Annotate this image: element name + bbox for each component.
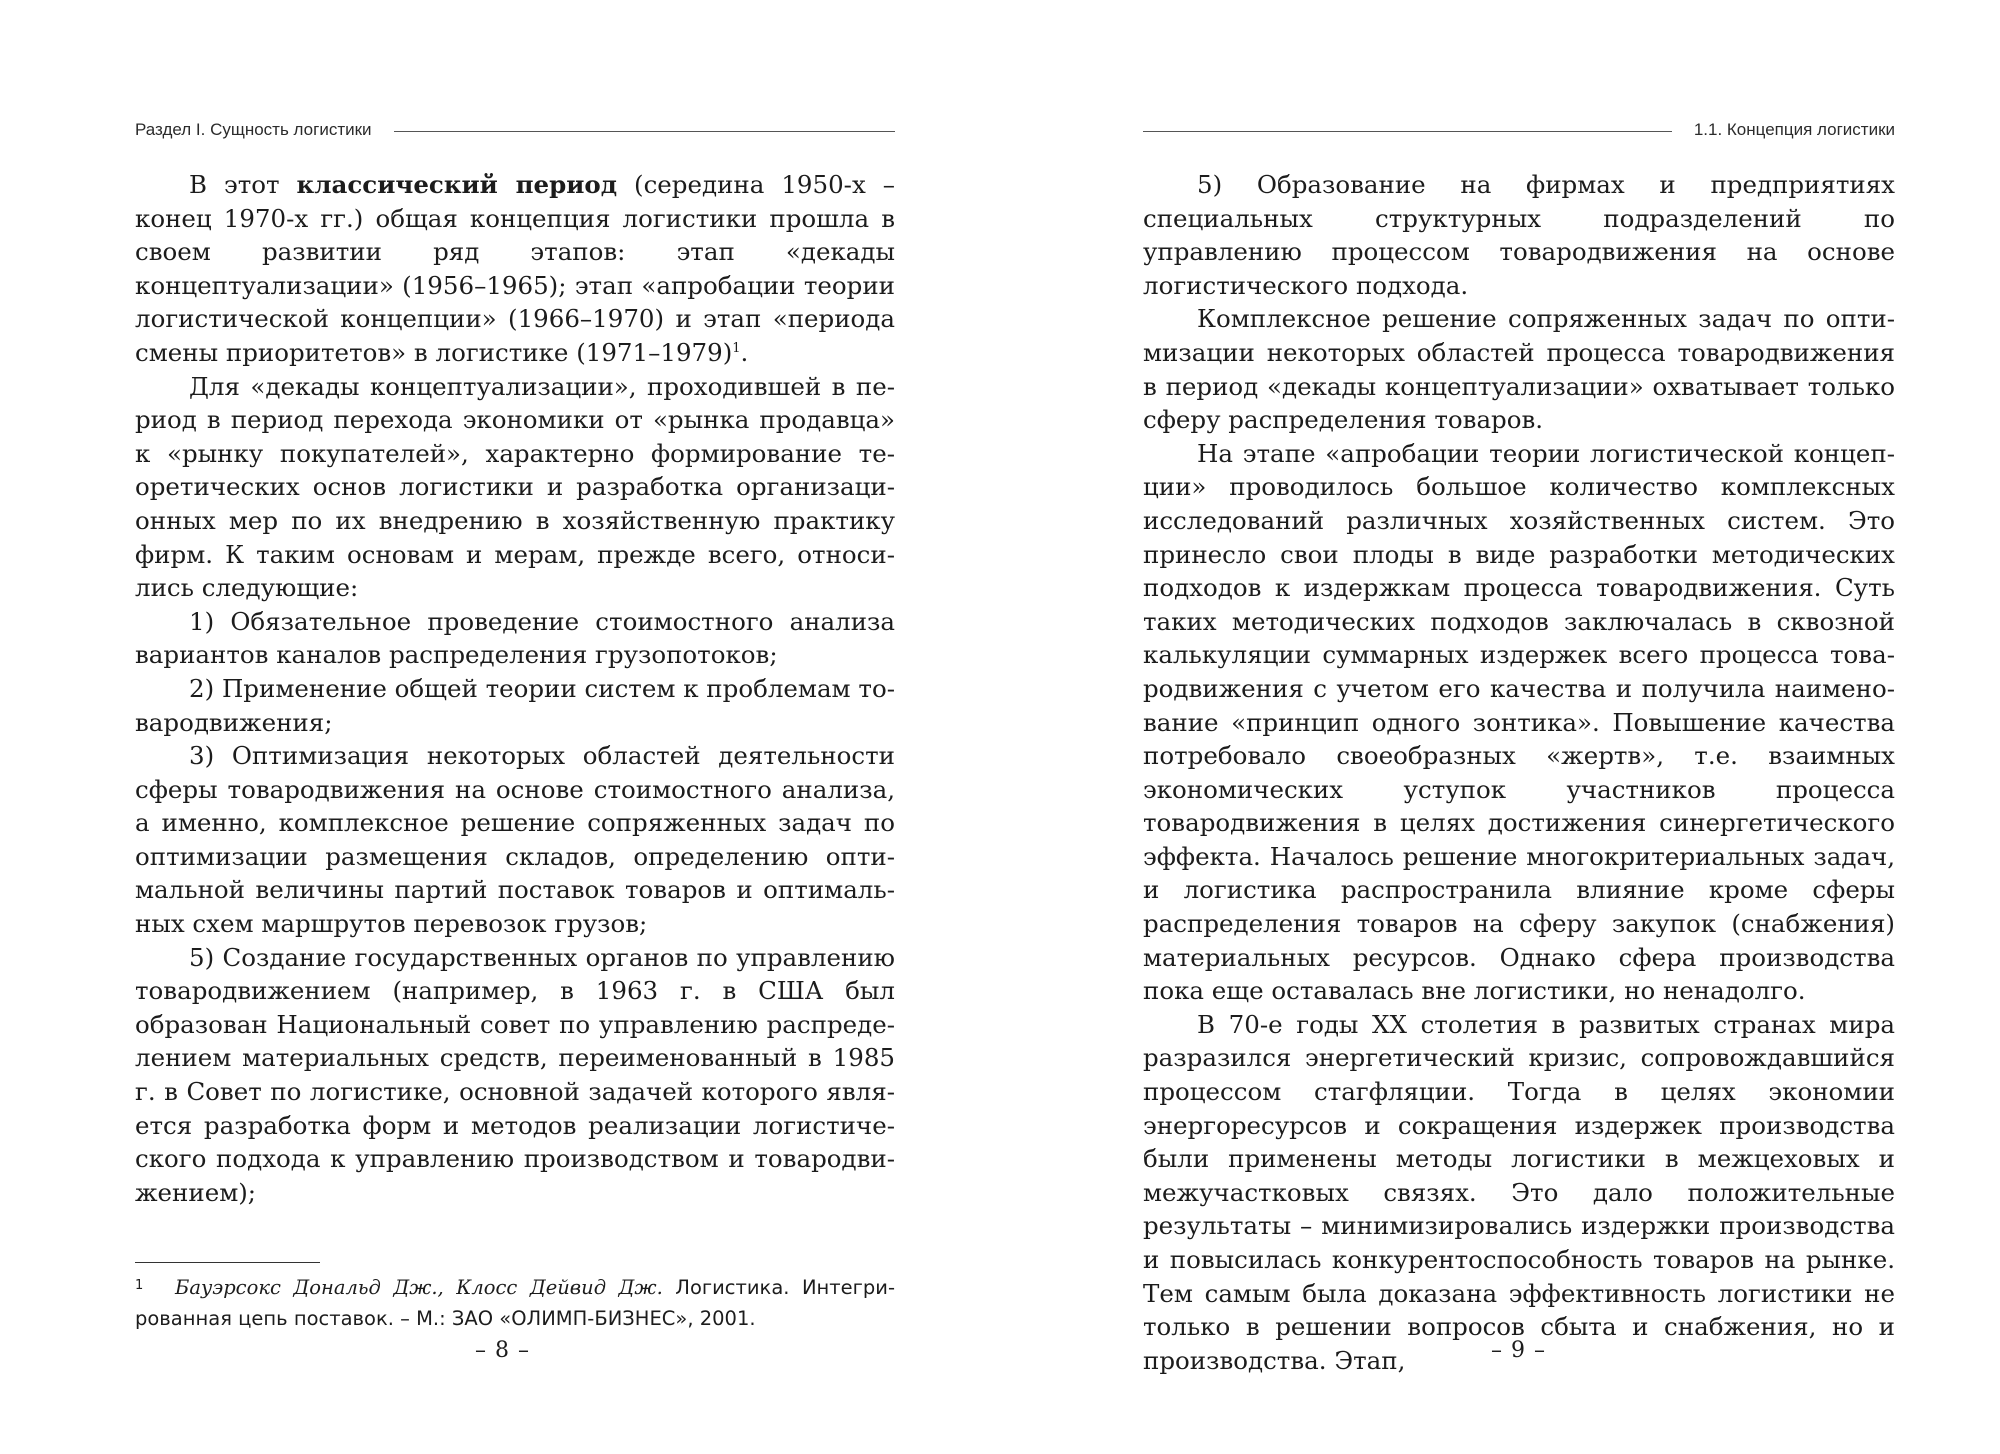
footnote-text: Логистика. Интегрированная цепь поставок. – М.: ЗАО «ОЛИМП-БИЗНЕС», 2001. bbox=[135, 1276, 895, 1330]
footnote-authors: Бауэрсокс Дональд Дж., Клосс Дейвид Дж. bbox=[175, 1276, 663, 1299]
page-number: – 8 – bbox=[475, 1338, 530, 1363]
running-head-right bbox=[1143, 120, 1895, 140]
paragraph: На этапе «апробации теории логистической концепции» проводилось большое количество комплексных исследований различных хозяйственных систем. Это принесло свои плоды в виде разработки методических подходов к издержкам процесса товародвижения. Суть таких методических подходов заключалась в сквозной калькуляции суммарных издержек всего процесса товародвижения с учетом его качества и получила наименование «принцип одного зонтика». Повышение качества потребовало своеобразных «жертв», т.е. взаимных экономических уступок участников процесса товародвижения в целях достижения синергетического эффекта. Началось решение многокритериальных задач, и логистика распространила влияние кроме сферы распределения товаров на сферу закупок (снабжения) материальных ресурсов. Однако сфера производства пока еще оставалась вне логистики, но ненадолго. bbox=[1143, 438, 1895, 1006]
footnote bbox=[135, 1272, 895, 1334]
footnote-rule bbox=[135, 1262, 320, 1263]
running-head-chapter: 1.1. Концепция логистики bbox=[1693, 120, 1895, 139]
bold-term: классический период bbox=[296, 170, 618, 199]
header-rule bbox=[394, 131, 895, 132]
paragraph: Комплексное решение сопряженных задач по оптимизации некоторых областей процесса товародвижения в период «декады концептуализации» охватывает только сферу распределения товаров. bbox=[1143, 304, 1895, 435]
paragraph: Для «декады концептуализации», проходившей в период в период перехода экономики от «рынка продавца» к «рынку покупателей», характерно формирование теоретических основ логистики и разработка организационных мер по их внедрению в хозяйственную практику фирм. К таким основам и мерам, прежде всего, относились следующие: bbox=[135, 371, 895, 603]
list-item: 2) Применение общей теории систем к проблемам товародвижения; bbox=[135, 673, 895, 737]
running-head-left bbox=[135, 120, 895, 140]
list-item: 5) Создание государственных органов по управлению товародвижением (например, в 1963 г. в США был образован Национальный совет по управлению распределением материальных средств, переименованный в 1985 г. в Совет по логистике, основной задачей которого является разработка форм и методов реализации логистического подхода к управлению производством и товародвижением); bbox=[135, 942, 895, 1207]
paragraph: В этот классический период (середина 1950-х – конец 1970-х гг.) общая концепция логистики прошла в своем развитии ряд этапов: этап «декады концептуализации» (1956–1965); этап «апробации теории логистической концепции» (1966–1970) и этап «периода смены приоритетов» в логистике (1971–1979)$^1$. bbox=[135, 170, 895, 367]
list-item: 5) Образование на фирмах и предприятиях специальных структурных подразделений по управлению процессом товародвижения на основе логистического подхода. bbox=[1143, 170, 1895, 300]
list-item: 3) Оптимизация некоторых областей деятельности сферы товародвижения на основе стоимостного анализа, а именно, комплексное решение сопряженных задач по оптимизации размещения складов, определению оптимальной величины партий поставок товаров и оптимальных схем маршрутов перевозок грузов; bbox=[135, 741, 895, 939]
left-body-text bbox=[135, 168, 895, 1209]
list-item: 1) Обязательное проведение стоимостного анализа вариантов каналов распределения грузопотоков; bbox=[135, 606, 895, 670]
footnote-mark: 1 bbox=[135, 1278, 144, 1293]
right-body-text bbox=[1143, 168, 1895, 1377]
page-number: – 9 – bbox=[1491, 1338, 1546, 1363]
footnote-reference[interactable]: 1 bbox=[732, 340, 741, 356]
header-rule bbox=[1143, 131, 1672, 132]
running-head-section: Раздел I. Сущность логистики bbox=[135, 120, 372, 139]
paragraph: В 70-е годы XX столетия в развитых странах мира разразился энергетический кризис, сопровождавшийся процессом стагфляции. Тогда в целях экономии энергоресурсов и сокращения издержек производства были применены методы логистики в межцеховых и межучастковых связях. Это дало положительные результаты – минимизировались издержки производства и повысилась конкурентоспособность товаров на рынке. Тем самым была доказана эффективность логистики не только в решении вопросов сбыта и снабжения, но и производства. Этап, bbox=[1143, 1009, 1895, 1375]
